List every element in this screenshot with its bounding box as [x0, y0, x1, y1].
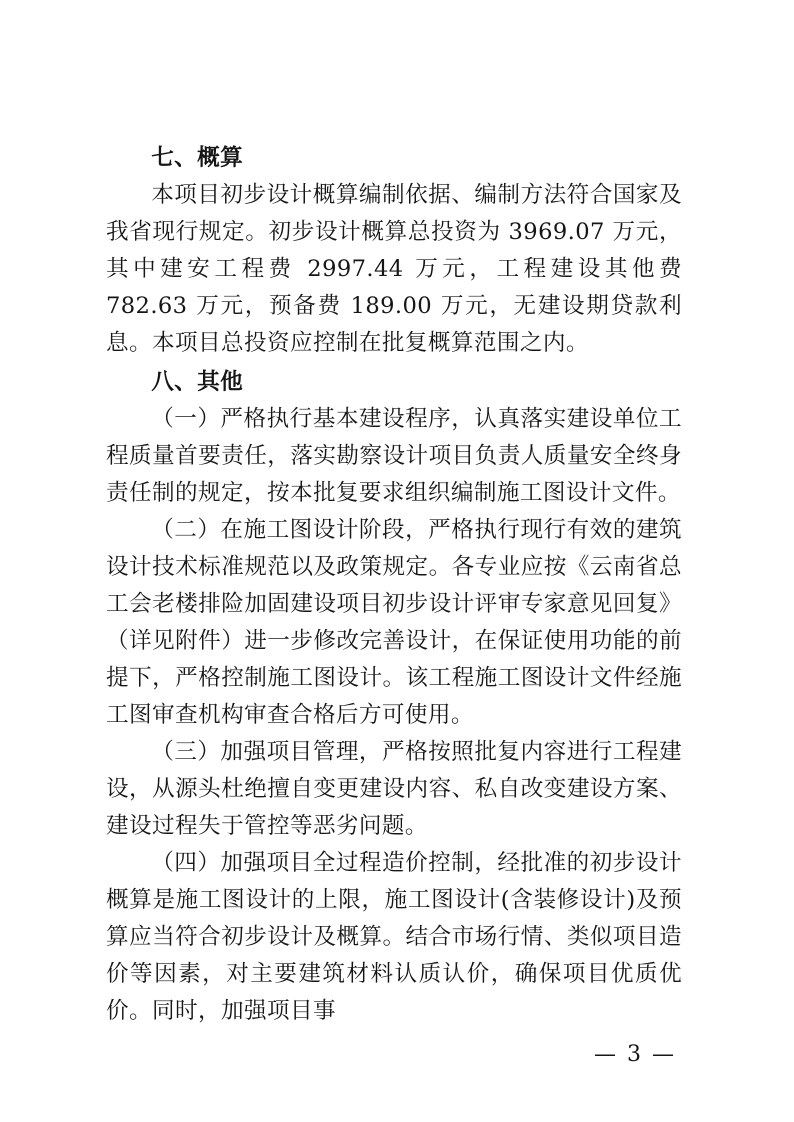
- budget-paragraph: 本项目初步设计概算编制依据、编制方法符合国家及我省现行规定。初步设计概算总投资为 3969.07 万元，其中建安工程费 2997.44 万元，工程建设其他费 782.63 万元，预备费 189.00 万元，无建设期贷款利息。本项目总投资应控制在批复概算范围之内。: [106, 182, 682, 356]
- other-paragraph-3: （三）加强项目管理，严格按照批复内容进行工程建设，从源头杜绝擅自变更建设内容、私自改变建设方案、建设过程失于管控等恶劣问题。: [106, 739, 682, 839]
- document-body: [106, 140, 682, 1030]
- other-paragraph-4: （四）加强项目全过程造价控制，经批准的初步设计概算是施工图设计的上限，施工图设计(含装修设计)及预算应当符合初步设计及概算。结合市场行情、类似项目造价等因素，对主要建筑材料认质认价，确保项目优质优价。同时，加强项目事: [106, 850, 682, 1024]
- page-number: — 3 —: [594, 1042, 676, 1067]
- section-heading-budget: 七、概算: [151, 145, 244, 171]
- other-paragraph-1: （一）严格执行基本建设程序，认真落实建设单位工程质量首要责任，落实勘察设计项目负责人质量安全终身责任制的规定，按本批复要求组织编制施工图设计文件。: [106, 406, 682, 506]
- other-paragraph-2: （二）在施工图设计阶段，严格执行现行有效的建筑设计技术标准规范以及政策规定。各专业应按《云南省总工会老楼排险加固建设项目初步设计评审专家意见回复》（详见附件）进一步修改完善设计，在保证使用功能的前提下，严格控制施工图设计。该工程施工图设计文件经施工图审查机构审查合格后方可使用。: [106, 517, 682, 728]
- section-heading-other: 八、其他: [151, 369, 244, 395]
